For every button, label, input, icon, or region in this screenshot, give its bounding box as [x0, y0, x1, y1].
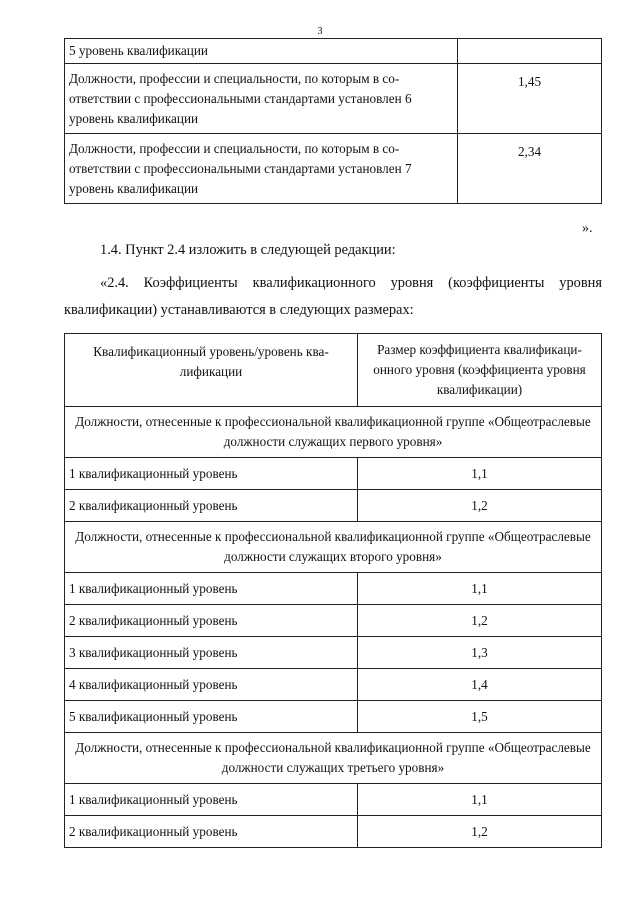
level-cell: 1 квалификационный уровень [65, 784, 358, 816]
table-row [65, 134, 602, 204]
table-header-row [65, 334, 602, 407]
group-row [65, 407, 602, 458]
table-row [65, 573, 602, 605]
table-row [65, 490, 602, 522]
table-row [65, 458, 602, 490]
table-row [65, 669, 602, 701]
page-number: 3 [317, 26, 323, 37]
level-cell: 2 квалификационный уровень [65, 816, 358, 848]
column-header-level: Квалификационный уровень/уровень квалификации [65, 334, 358, 407]
value-cell: 1,2 [358, 816, 602, 848]
group-row [65, 522, 602, 573]
paragraph-amendment: 1.4. Пункт 2.4 изложить в следующей редакции: [100, 242, 396, 258]
table-row [65, 64, 602, 134]
table-cell-label: 5 уровень квалификации [65, 39, 458, 64]
value-cell: 1,4 [358, 669, 602, 701]
paragraph-new-text: «2.4. Коэффициенты квалификационного уровня (коэффициенты уровня квалификации) устанавливаются в следующих размерах: [64, 275, 602, 318]
coefficient-table-top [64, 38, 602, 204]
level-cell: 2 квалификационный уровень [65, 490, 358, 522]
table-cell-value [458, 39, 602, 64]
table-cell-label: Должности, профессии и специальности, по которым в соответствии с профессиональными стандартами установлен 7 уровень квалификации [65, 134, 458, 204]
level-cell: 2 квалификационный уровень [65, 605, 358, 637]
column-header-coefficient: Размер коэффициента квалификационного уровня (коэффициента уровня квалификации) [358, 334, 602, 407]
table-row [65, 784, 602, 816]
group-title: Должности, отнесенные к профессиональной квалификационной группе «Общеотраслевые должности служащих третьего уровня» [65, 733, 602, 784]
group-row [65, 733, 602, 784]
value-cell: 1,1 [358, 784, 602, 816]
table-row [65, 637, 602, 669]
table-cell-value: 2,34 [458, 134, 602, 204]
table-row [65, 39, 602, 64]
closing-quote: ». [582, 221, 593, 236]
level-cell: 3 квалификационный уровень [65, 637, 358, 669]
qualification-coefficient-table [64, 333, 602, 848]
table-row [65, 816, 602, 848]
level-cell: 1 квалификационный уровень [65, 458, 358, 490]
table-cell-value: 1,45 [458, 64, 602, 134]
table-cell-label: Должности, профессии и специальности, по которым в соответствии с профессиональными стандартами установлен 6 уровень квалификации [65, 64, 458, 134]
value-cell: 1,1 [358, 458, 602, 490]
value-cell: 1,3 [358, 637, 602, 669]
level-cell: 4 квалификационный уровень [65, 669, 358, 701]
level-cell: 1 квалификационный уровень [65, 573, 358, 605]
group-title: Должности, отнесенные к профессиональной квалификационной группе «Общеотраслевые должности служащих второго уровня» [65, 522, 602, 573]
value-cell: 1,1 [358, 573, 602, 605]
table-row [65, 605, 602, 637]
value-cell: 1,2 [358, 605, 602, 637]
table-row [65, 701, 602, 733]
level-cell: 5 квалификационный уровень [65, 701, 358, 733]
value-cell: 1,5 [358, 701, 602, 733]
value-cell: 1,2 [358, 490, 602, 522]
group-title: Должности, отнесенные к профессиональной квалификационной группе «Общеотраслевые должности служащих первого уровня» [65, 407, 602, 458]
